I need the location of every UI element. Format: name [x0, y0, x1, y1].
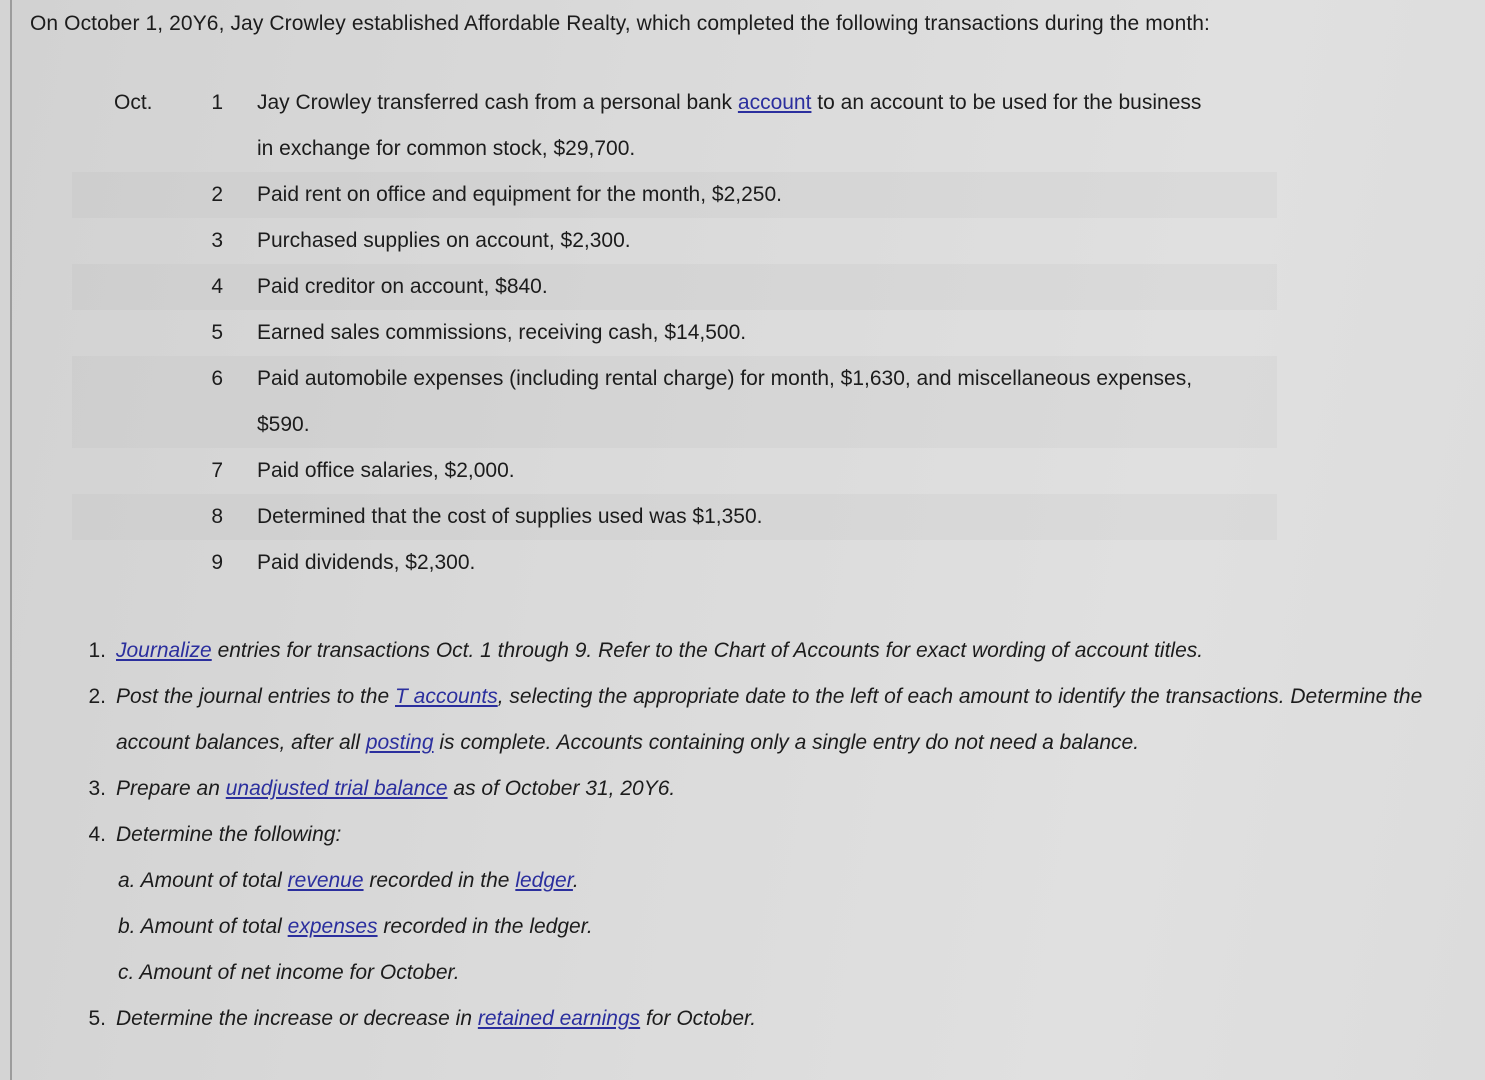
transaction-description: [257, 80, 1257, 126]
transaction-row: [72, 218, 1277, 264]
revenue-link[interactable]: revenue: [287, 869, 364, 892]
day-number: 4: [211, 275, 223, 298]
transaction-row: [72, 172, 1277, 218]
description-text: in exchange for common stock, $29,700.: [257, 137, 636, 160]
instruction-text: [116, 996, 1474, 1042]
instruction-text-part: for October.: [640, 1007, 757, 1030]
transaction-description: Paid dividends, $2,300.: [257, 551, 476, 574]
instruction-number: 3.: [88, 777, 106, 800]
instruction-text-part: Determine the increase or decrease in: [116, 1007, 478, 1030]
instruction-number: 4.: [88, 823, 106, 846]
journalize-link[interactable]: Journalize: [116, 639, 212, 662]
instruction-item: [74, 628, 1474, 674]
transaction-row: [72, 540, 1277, 586]
instruction-item: [74, 812, 1474, 858]
instruction-text-part: recorded in the: [363, 869, 516, 892]
transaction-row-continuation: [72, 126, 1277, 172]
intro-text: On October 1, 20Y6, Jay Crowley established Affordable Realty, which completed the following transactions during the month:: [30, 12, 1210, 35]
instruction-item: [74, 766, 1474, 812]
posting-link[interactable]: posting: [365, 731, 434, 754]
instruction-number: 1.: [88, 639, 106, 662]
ledger-link[interactable]: ledger: [515, 869, 573, 892]
transaction-row: [72, 494, 1277, 540]
instruction-item-continuation: [74, 720, 1474, 766]
instruction-text: Determine the following:: [116, 823, 342, 846]
transaction-row: [72, 448, 1277, 494]
instruction-text-part: entries for transactions Oct. 1 through 9. Refer to the Chart of Accounts for exact wording of account titles.: [211, 639, 1204, 662]
instruction-subitem: [74, 904, 1474, 950]
instruction-text: [118, 904, 1474, 950]
transaction-description: Paid rent on office and equipment for the month, $2,250.: [257, 183, 782, 206]
instruction-subitem: [74, 858, 1474, 904]
transaction-description: Earned sales commissions, receiving cash, $14,500.: [257, 321, 747, 344]
subitem-letter: a.: [118, 869, 136, 892]
instruction-text-part: is complete. Accounts containing only a single entry do not need a balance.: [433, 731, 1140, 754]
instruction-text-part: account balances, after all: [116, 731, 366, 754]
retained-earnings-link[interactable]: retained earnings: [477, 1007, 641, 1030]
account-link[interactable]: account: [737, 91, 812, 114]
instruction-text-part: Amount of net income for October.: [134, 961, 460, 984]
day-number: 9: [211, 551, 223, 574]
day-number: 8: [211, 505, 223, 528]
transaction-row-continuation: [72, 402, 1277, 448]
description-text: to an account to be used for the business: [811, 91, 1202, 114]
instruction-subitem: [74, 950, 1474, 996]
day-number: 7: [211, 459, 223, 482]
instruction-text: [118, 858, 1474, 904]
instruction-item: [74, 674, 1474, 720]
day-number: 3: [211, 229, 223, 252]
instruction-text-part: as of October 31, 20Y6.: [447, 777, 676, 800]
transaction-description: Paid creditor on account, $840.: [257, 275, 548, 298]
day-number: 2: [211, 183, 223, 206]
instruction-number: 5.: [88, 1007, 106, 1030]
day-number: 1: [211, 91, 223, 114]
transaction-row: [72, 310, 1277, 356]
instruction-text-part: Amount of total: [135, 915, 288, 938]
instruction-text: [118, 950, 1474, 996]
description-text: $590.: [257, 413, 310, 436]
instruction-text-part: Prepare an: [116, 777, 226, 800]
instruction-text: [116, 720, 1474, 766]
problem-page: [10, 0, 1485, 1080]
transactions-table: [72, 80, 1277, 586]
unadjusted-trial-balance-link[interactable]: unadjusted trial balance: [225, 777, 448, 800]
instructions-list: [74, 628, 1474, 1042]
instruction-text: [116, 628, 1474, 674]
transaction-row: [72, 356, 1277, 402]
transaction-description: Determined that the cost of supplies used was $1,350.: [257, 505, 763, 528]
subitem-letter: b.: [118, 915, 136, 938]
instruction-text-part: , selecting the appropriate date to the left of each amount to identify the transactions. Determine the: [497, 685, 1423, 708]
month-label: Oct.: [114, 91, 153, 114]
instruction-text-part: Amount of total: [135, 869, 288, 892]
t-accounts-link[interactable]: T accounts: [395, 685, 498, 708]
transaction-row: [72, 264, 1277, 310]
instruction-text: [116, 674, 1474, 720]
day-number: 5: [211, 321, 223, 344]
instruction-text: [116, 766, 1474, 812]
transaction-description: Paid office salaries, $2,000.: [257, 459, 515, 482]
description-text: Jay Crowley transferred cash from a personal bank: [257, 91, 738, 114]
transaction-description: Purchased supplies on account, $2,300.: [257, 229, 631, 252]
instruction-text-part: Post the journal entries to the: [116, 685, 395, 708]
instruction-item: [74, 996, 1474, 1042]
expenses-link[interactable]: expenses: [287, 915, 378, 938]
transaction-description: Paid automobile expenses (including rental charge) for month, $1,630, and miscellaneous expenses,: [257, 367, 1193, 390]
instruction-text-part: recorded in the ledger.: [377, 915, 593, 938]
instruction-text-part: .: [572, 869, 579, 892]
day-number: 6: [211, 367, 223, 390]
subitem-letter: c.: [118, 961, 135, 984]
instruction-number: 2.: [88, 685, 106, 708]
transaction-row: [72, 80, 1277, 126]
